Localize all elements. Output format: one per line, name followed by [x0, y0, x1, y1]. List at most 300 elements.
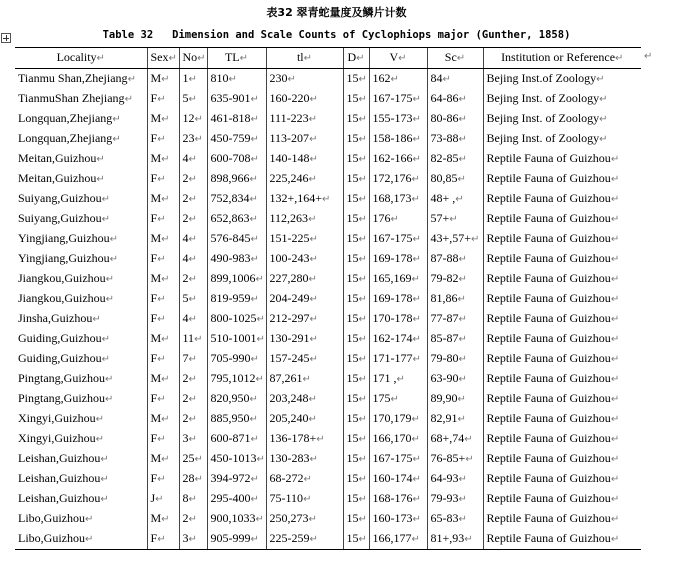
paragraph-mark-icon: ↵: [610, 194, 620, 205]
paragraph-mark-icon: ↵: [358, 274, 367, 285]
paragraph-mark-icon: ↵: [109, 254, 119, 265]
sex-cell: M↵: [147, 69, 179, 90]
institution-cell: Reptile Fauna of Guizhou↵: [483, 229, 641, 249]
institution-cell: Reptile Fauna of Guizhou↵: [483, 169, 641, 189]
tail-length-cell: 87,261↵: [266, 369, 343, 389]
paragraph-mark-icon: ↵: [358, 354, 367, 365]
paragraph-mark-icon: ↵: [610, 314, 620, 325]
paragraph-mark-icon: ↵: [250, 474, 259, 485]
table-title-english: Table 32 Dimension and Scale Counts of Cyclophiops major (Gunther, 1858): [102, 29, 571, 41]
locality-cell: TianmuShan Zhejiang↵: [18, 91, 133, 105]
paragraph-mark-icon: ↵: [188, 314, 197, 325]
table-row: [15, 189, 641, 209]
paragraph-mark-icon: ↵: [188, 374, 197, 385]
ventral-scales-cell: 160-173↵: [369, 509, 427, 529]
paragraph-mark-icon: ↵: [96, 174, 105, 185]
count-cell: 2↵: [179, 369, 207, 389]
institution-cell: Reptile Fauna of Guizhou↵: [483, 409, 641, 429]
ventral-scales-cell: 176↵: [369, 209, 427, 229]
paragraph-mark-icon: ↵: [458, 374, 467, 385]
paragraph-mark-icon: ↵: [610, 414, 620, 425]
header-no: No↵: [179, 48, 207, 69]
table-row: [15, 229, 641, 249]
paragraph-mark-icon: ↵: [161, 454, 170, 465]
paragraph-mark-icon: ↵: [412, 514, 421, 525]
paragraph-mark-icon: ↵: [188, 174, 197, 185]
paragraph-mark-icon: ↵: [458, 154, 467, 165]
count-cell: 4↵: [179, 309, 207, 329]
ventral-scales-cell: 169-178↵: [369, 249, 427, 269]
sex-cell: M↵: [147, 149, 179, 169]
dorsal-scales-cell: 15↵: [343, 469, 369, 489]
paragraph-mark-icon: ↵: [161, 514, 170, 525]
paragraph-mark-icon: ↵: [610, 434, 620, 445]
tail-length-cell: 227,280↵: [266, 269, 343, 289]
paragraph-mark-icon: ↵: [249, 414, 258, 425]
paragraph-mark-icon: ↵: [465, 454, 474, 465]
paragraph-mark-icon: ↵: [610, 534, 620, 545]
institution-cell: Reptile Fauna of Guizhou↵: [483, 449, 641, 469]
paragraph-mark-icon: ↵: [309, 334, 318, 345]
paragraph-mark-icon: ↵: [308, 414, 317, 425]
table-row: [15, 69, 641, 90]
sex-cell: F↵: [147, 469, 179, 489]
paragraph-mark-icon: ↵: [457, 414, 466, 425]
subcaudal-cell: 84↵: [427, 69, 483, 90]
paragraph-mark-icon: ↵: [255, 374, 264, 385]
subcaudal-cell: 79-93↵: [427, 489, 483, 509]
tail-length-cell: 225,246↵: [266, 169, 343, 189]
ventral-scales-cell: 160-174↵: [369, 469, 427, 489]
institution-cell: Bejing Inst.of Zoology↵: [483, 69, 641, 90]
paragraph-mark-icon: ↵: [610, 254, 620, 265]
ventral-scales-cell: 167-175↵: [369, 229, 427, 249]
paragraph-mark-icon: ↵: [100, 494, 109, 505]
ventral-scales-cell: 168,173↵: [369, 189, 427, 209]
paragraph-mark-icon: ↵: [458, 94, 467, 105]
count-cell: 8↵: [179, 489, 207, 509]
row-end-mark-icon: ↵: [644, 51, 653, 62]
tail-length-cell: 205,240↵: [266, 409, 343, 429]
paragraph-mark-icon: ↵: [194, 474, 203, 485]
paragraph-mark-icon: ↵: [398, 53, 407, 64]
table-row: [15, 389, 641, 409]
header-sc: Sc↵: [427, 48, 483, 69]
sex-cell: M↵: [147, 449, 179, 469]
tail-length-cell: 157-245↵: [266, 349, 343, 369]
dorsal-scales-cell: 15↵: [343, 489, 369, 509]
paragraph-mark-icon: ↵: [358, 294, 367, 305]
locality-cell: Meitan,Guizhou↵: [18, 151, 105, 165]
total-length-cell: 510-1001↵: [207, 329, 266, 349]
paragraph-mark-icon: ↵: [411, 414, 420, 425]
institution-cell: Reptile Fauna of Guizhou↵: [483, 249, 641, 269]
institution-cell: Bejing Inst. of Zoology↵: [483, 129, 641, 149]
total-length-cell: 795,1012↵: [207, 369, 266, 389]
subcaudal-cell: 79-80↵: [427, 349, 483, 369]
paragraph-mark-icon: ↵: [596, 74, 605, 85]
paragraph-mark-icon: ↵: [610, 294, 620, 305]
subcaudal-cell: 64-86↵: [427, 89, 483, 109]
paragraph-mark-icon: ↵: [255, 514, 264, 525]
paragraph-mark-icon: ↵: [95, 434, 105, 445]
paragraph-mark-icon: ↵: [161, 114, 170, 125]
paragraph-mark-icon: ↵: [464, 434, 473, 445]
paragraph-mark-icon: ↵: [412, 254, 421, 265]
tail-length-cell: 132+,164+↵: [266, 189, 343, 209]
total-length-cell: 898,966↵: [207, 169, 266, 189]
paragraph-mark-icon: ↵: [358, 234, 367, 245]
total-length-cell: 810↵: [207, 69, 266, 90]
header-tl: TL↵: [207, 48, 266, 69]
table-row: [15, 129, 641, 149]
institution-cell: Reptile Fauna of Guizhou↵: [483, 189, 641, 209]
paragraph-mark-icon: ↵: [308, 394, 317, 405]
paragraph-mark-icon: ↵: [157, 214, 166, 225]
paragraph-mark-icon: ↵: [157, 294, 166, 305]
paragraph-mark-icon: ↵: [457, 174, 466, 185]
dorsal-scales-cell: 15↵: [343, 429, 369, 449]
sex-cell: J↵: [147, 489, 179, 509]
dorsal-scales-cell: 15↵: [343, 209, 369, 229]
subcaudal-cell: 82,91↵: [427, 409, 483, 429]
paragraph-mark-icon: ↵: [308, 274, 317, 285]
paragraph-mark-icon: ↵: [157, 434, 166, 445]
paragraph-mark-icon: ↵: [194, 134, 203, 145]
table-row: [15, 529, 641, 550]
paragraph-mark-icon: ↵: [599, 94, 608, 105]
tail-length-cell: 250,273↵: [266, 509, 343, 529]
paragraph-mark-icon: ↵: [309, 294, 318, 305]
sex-cell: F↵: [147, 349, 179, 369]
paragraph-mark-icon: ↵: [188, 414, 197, 425]
paragraph-mark-icon: ↵: [390, 74, 399, 85]
total-length-cell: 752,834↵: [207, 189, 266, 209]
paragraph-mark-icon: ↵: [411, 534, 420, 545]
paragraph-mark-icon: ↵: [188, 254, 197, 265]
paragraph-mark-icon: ↵: [188, 294, 197, 305]
paragraph-mark-icon: ↵: [161, 334, 170, 345]
paragraph-mark-icon: ↵: [358, 374, 367, 385]
paragraph-mark-icon: ↵: [250, 534, 259, 545]
table-row: [15, 409, 641, 429]
paragraph-mark-icon: ↵: [449, 214, 458, 225]
ventral-scales-cell: 171 ,↵: [369, 369, 427, 389]
subcaudal-cell: 81+,93↵: [427, 529, 483, 550]
locality-cell: Yingjiang,Guizhou↵: [18, 231, 119, 245]
paragraph-mark-icon: ↵: [610, 354, 620, 365]
paragraph-mark-icon: ↵: [458, 314, 467, 325]
paragraph-mark-icon: ↵: [96, 53, 105, 64]
paragraph-mark-icon: ↵: [105, 374, 114, 385]
table-row: [15, 149, 641, 169]
paragraph-mark-icon: ↵: [358, 454, 367, 465]
sex-cell: F↵: [147, 429, 179, 449]
paragraph-mark-icon: ↵: [309, 314, 318, 325]
subcaudal-cell: 73-88↵: [427, 129, 483, 149]
paragraph-mark-icon: ↵: [194, 334, 203, 345]
ventral-scales-cell: 162-174↵: [369, 329, 427, 349]
ventral-scales-cell: 175↵: [369, 389, 427, 409]
locality-cell: Suiyang,Guizhou↵: [18, 211, 111, 225]
sex-cell: F↵: [147, 529, 179, 550]
subcaudal-cell: 48+ ,↵: [427, 189, 483, 209]
ventral-scales-cell: 155-173↵: [369, 109, 427, 129]
paragraph-mark-icon: ↵: [188, 194, 197, 205]
subcaudal-cell: 63-90↵: [427, 369, 483, 389]
total-length-cell: 900,1033↵: [207, 509, 266, 529]
subcaudal-cell: 57+↵: [427, 209, 483, 229]
total-length-cell: 461-818↵: [207, 109, 266, 129]
paragraph-mark-icon: ↵: [308, 114, 317, 125]
paragraph-mark-icon: ↵: [412, 234, 421, 245]
paragraph-mark-icon: ↵: [188, 354, 197, 365]
paragraph-mark-icon: ↵: [188, 234, 197, 245]
tail-length-cell: 112,263↵: [266, 209, 343, 229]
paragraph-mark-icon: ↵: [161, 234, 170, 245]
count-cell: 2↵: [179, 169, 207, 189]
paragraph-mark-icon: ↵: [250, 114, 259, 125]
paragraph-mark-icon: ↵: [464, 534, 473, 545]
paragraph-mark-icon: ↵: [101, 194, 111, 205]
tail-length-cell: 212-297↵: [266, 309, 343, 329]
paragraph-mark-icon: ↵: [188, 394, 197, 405]
paragraph-mark-icon: ↵: [287, 74, 296, 85]
paragraph-mark-icon: ↵: [188, 534, 197, 545]
institution-cell: Reptile Fauna of Guizhou↵: [483, 269, 641, 289]
paragraph-mark-icon: ↵: [458, 514, 467, 525]
table-row: [15, 349, 641, 369]
dimension-scale-table: [15, 47, 641, 550]
total-length-cell: 885,950↵: [207, 409, 266, 429]
paragraph-mark-icon: ↵: [157, 174, 166, 185]
paragraph-mark-icon: ↵: [157, 314, 166, 325]
paragraph-mark-icon: ↵: [610, 494, 620, 505]
total-length-cell: 705-990↵: [207, 349, 266, 369]
paragraph-mark-icon: ↵: [161, 274, 170, 285]
total-length-cell: 295-400↵: [207, 489, 266, 509]
sex-cell: F↵: [147, 89, 179, 109]
paragraph-mark-icon: ↵: [412, 294, 421, 305]
table-row: [15, 249, 641, 269]
table-row: [15, 369, 641, 389]
paragraph-mark-icon: ↵: [458, 254, 467, 265]
paragraph-mark-icon: ↵: [610, 154, 620, 165]
paragraph-mark-icon: ↵: [100, 474, 109, 485]
paragraph-mark-icon: ↵: [309, 234, 318, 245]
dorsal-scales-cell: 15↵: [343, 269, 369, 289]
paragraph-mark-icon: ↵: [228, 74, 237, 85]
count-cell: 4↵: [179, 249, 207, 269]
ventral-scales-cell: 162-166↵: [369, 149, 427, 169]
locality-cell: Libo,Guizhou↵: [15, 529, 147, 550]
table-row: [15, 329, 641, 349]
table-row: [15, 449, 641, 469]
paragraph-mark-icon: ↵: [358, 494, 367, 505]
paragraph-mark-icon: ↵: [411, 274, 420, 285]
paragraph-mark-icon: ↵: [412, 354, 421, 365]
ventral-scales-cell: 162↵: [369, 69, 427, 90]
paragraph-mark-icon: ↵: [308, 514, 317, 525]
sex-cell: M↵: [147, 189, 179, 209]
tail-length-cell: 151-225↵: [266, 229, 343, 249]
sex-cell: M↵: [147, 409, 179, 429]
paragraph-mark-icon: ↵: [105, 274, 115, 285]
paragraph-mark-icon: ↵: [610, 374, 620, 385]
paragraph-mark-icon: ↵: [358, 314, 367, 325]
count-cell: 28↵: [179, 469, 207, 489]
locality-cell: Jiangkou,Guizhou↵: [18, 291, 115, 305]
paragraph-mark-icon: ↵: [610, 454, 620, 465]
table-row: [15, 269, 641, 289]
subcaudal-cell: 89,90↵: [427, 389, 483, 409]
count-cell: 12↵: [179, 109, 207, 129]
institution-cell: Reptile Fauna of Guizhou↵: [483, 469, 641, 489]
paragraph-mark-icon: ↵: [358, 334, 367, 345]
ventral-scales-cell: 168-176↵: [369, 489, 427, 509]
paragraph-mark-icon: ↵: [308, 174, 317, 185]
paragraph-mark-icon: ↵: [85, 514, 94, 525]
subcaudal-cell: 87-88↵: [427, 249, 483, 269]
paragraph-mark-icon: ↵: [112, 134, 121, 145]
paragraph-mark-icon: ↵: [100, 454, 109, 465]
locality-cell: Xingyi,Guizhou↵: [18, 431, 105, 445]
table-header-row: [15, 48, 641, 69]
total-length-cell: 905-999↵: [207, 529, 266, 550]
subcaudal-cell: 85-87↵: [427, 329, 483, 349]
tail-length-cell: 203,248↵: [266, 389, 343, 409]
header-sex: Sex↵: [147, 48, 179, 69]
subcaudal-cell: 79-82↵: [427, 269, 483, 289]
paragraph-mark-icon: ↵: [157, 534, 166, 545]
table-row: [15, 289, 641, 309]
paragraph-mark-icon: ↵: [456, 53, 466, 64]
tail-length-cell: 113-207↵: [266, 129, 343, 149]
paragraph-mark-icon: ↵: [412, 474, 421, 485]
locality-cell: Pingtang,Guizhou↵: [18, 391, 114, 405]
sex-cell: F↵: [147, 389, 179, 409]
paragraph-mark-icon: ↵: [127, 74, 136, 85]
table-body: [15, 69, 641, 550]
institution-cell: Bejing Inst. of Zoology↵: [483, 109, 641, 129]
tail-length-cell: 111-223↵: [266, 109, 343, 129]
dorsal-scales-cell: 15↵: [343, 149, 369, 169]
sex-cell: M↵: [147, 109, 179, 129]
paragraph-mark-icon: ↵: [309, 534, 318, 545]
locality-cell: Libo,Guizhou↵: [18, 511, 94, 525]
sex-cell: M↵: [147, 369, 179, 389]
tail-length-cell: 136-178+↵: [266, 429, 343, 449]
sex-cell: M↵: [147, 229, 179, 249]
dorsal-scales-cell: 15↵: [343, 109, 369, 129]
locality-cell: Tianmu Shan,Zhejiang↵: [18, 71, 136, 85]
paragraph-mark-icon: ↵: [358, 134, 367, 145]
ventral-scales-cell: 171-177↵: [369, 349, 427, 369]
paragraph-mark-icon: ↵: [101, 354, 111, 365]
table-row: [15, 169, 641, 189]
institution-cell: Reptile Fauna of Guizhou↵: [483, 309, 641, 329]
paragraph-mark-icon: ↵: [358, 434, 367, 445]
ventral-scales-cell: 158-186↵: [369, 129, 427, 149]
table-row: [15, 309, 641, 329]
paragraph-mark-icon: ↵: [157, 354, 166, 365]
paragraph-mark-icon: ↵: [188, 514, 197, 525]
paragraph-mark-icon: ↵: [302, 374, 311, 385]
ventral-scales-cell: 170-178↵: [369, 309, 427, 329]
paragraph-mark-icon: ↵: [250, 154, 259, 165]
paragraph-mark-icon: ↵: [308, 214, 317, 225]
paragraph-mark-icon: ↵: [458, 334, 467, 345]
paragraph-mark-icon: ↵: [412, 454, 421, 465]
tail-length-cell: 130-291↵: [266, 329, 343, 349]
sex-cell: F↵: [147, 169, 179, 189]
paragraph-mark-icon: ↵: [396, 374, 405, 385]
ventral-scales-cell: 170,179↵: [369, 409, 427, 429]
paragraph-mark-icon: ↵: [358, 214, 367, 225]
ventral-scales-cell: 166,177↵: [369, 529, 427, 550]
locality-cell: Jiangkou,Guizhou↵: [18, 271, 115, 285]
ventral-scales-cell: 167-175↵: [369, 89, 427, 109]
paragraph-mark-icon: ↵: [358, 154, 367, 165]
count-cell: 11↵: [179, 329, 207, 349]
paragraph-mark-icon: ↵: [412, 114, 421, 125]
subcaudal-cell: 43+,57+↵: [427, 229, 483, 249]
institution-cell: Reptile Fauna of Guizhou↵: [483, 369, 641, 389]
paragraph-mark-icon: ↵: [101, 214, 111, 225]
total-length-cell: 600-871↵: [207, 429, 266, 449]
paragraph-mark-icon: ↵: [250, 94, 259, 105]
paragraph-mark-icon: ↵: [157, 394, 166, 405]
total-length-cell: 820,950↵: [207, 389, 266, 409]
dorsal-scales-cell: 15↵: [343, 409, 369, 429]
paragraph-mark-icon: ↵: [615, 53, 624, 64]
paragraph-mark-icon: ↵: [250, 294, 259, 305]
sex-cell: M↵: [147, 329, 179, 349]
paragraph-mark-icon: ↵: [250, 134, 259, 145]
paragraph-mark-icon: ↵: [96, 154, 105, 165]
paragraph-mark-icon: ↵: [411, 174, 420, 185]
tail-length-cell: 204-249↵: [266, 289, 343, 309]
institution-cell: Reptile Fauna of Guizhou↵: [483, 209, 641, 229]
paragraph-mark-icon: ↵: [188, 154, 197, 165]
paragraph-mark-icon: ↵: [610, 514, 620, 525]
paragraph-mark-icon: ↵: [95, 414, 105, 425]
locality-cell: Longquan,Zhejiang↵: [18, 131, 121, 145]
count-cell: 2↵: [179, 209, 207, 229]
paragraph-mark-icon: ↵: [610, 214, 620, 225]
paragraph-mark-icon: ↵: [358, 534, 367, 545]
tail-length-cell: 75-110↵: [266, 489, 343, 509]
paragraph-mark-icon: ↵: [358, 474, 367, 485]
paragraph-mark-icon: ↵: [390, 394, 399, 405]
total-length-cell: 899,1006↵: [207, 269, 266, 289]
dorsal-scales-cell: 15↵: [343, 169, 369, 189]
count-cell: 4↵: [179, 229, 207, 249]
count-cell: 25↵: [179, 449, 207, 469]
total-length-cell: 800-1025↵: [207, 309, 266, 329]
locality-cell: Longquan,Zhejiang↵: [18, 111, 121, 125]
institution-cell: Reptile Fauna of Guizhou↵: [483, 289, 641, 309]
locality-cell: Xingyi,Guizhou↵: [18, 411, 105, 425]
count-cell: 5↵: [179, 289, 207, 309]
paragraph-mark-icon: ↵: [124, 94, 133, 105]
institution-cell: Reptile Fauna of Guizhou↵: [483, 389, 641, 409]
paragraph-mark-icon: ↵: [92, 314, 101, 325]
subcaudal-cell: 77-87↵: [427, 309, 483, 329]
institution-cell: Reptile Fauna of Guizhou↵: [483, 529, 641, 550]
institution-cell: Reptile Fauna of Guizhou↵: [483, 429, 641, 449]
locality-cell: Leishan,Guizhou↵: [18, 491, 109, 505]
